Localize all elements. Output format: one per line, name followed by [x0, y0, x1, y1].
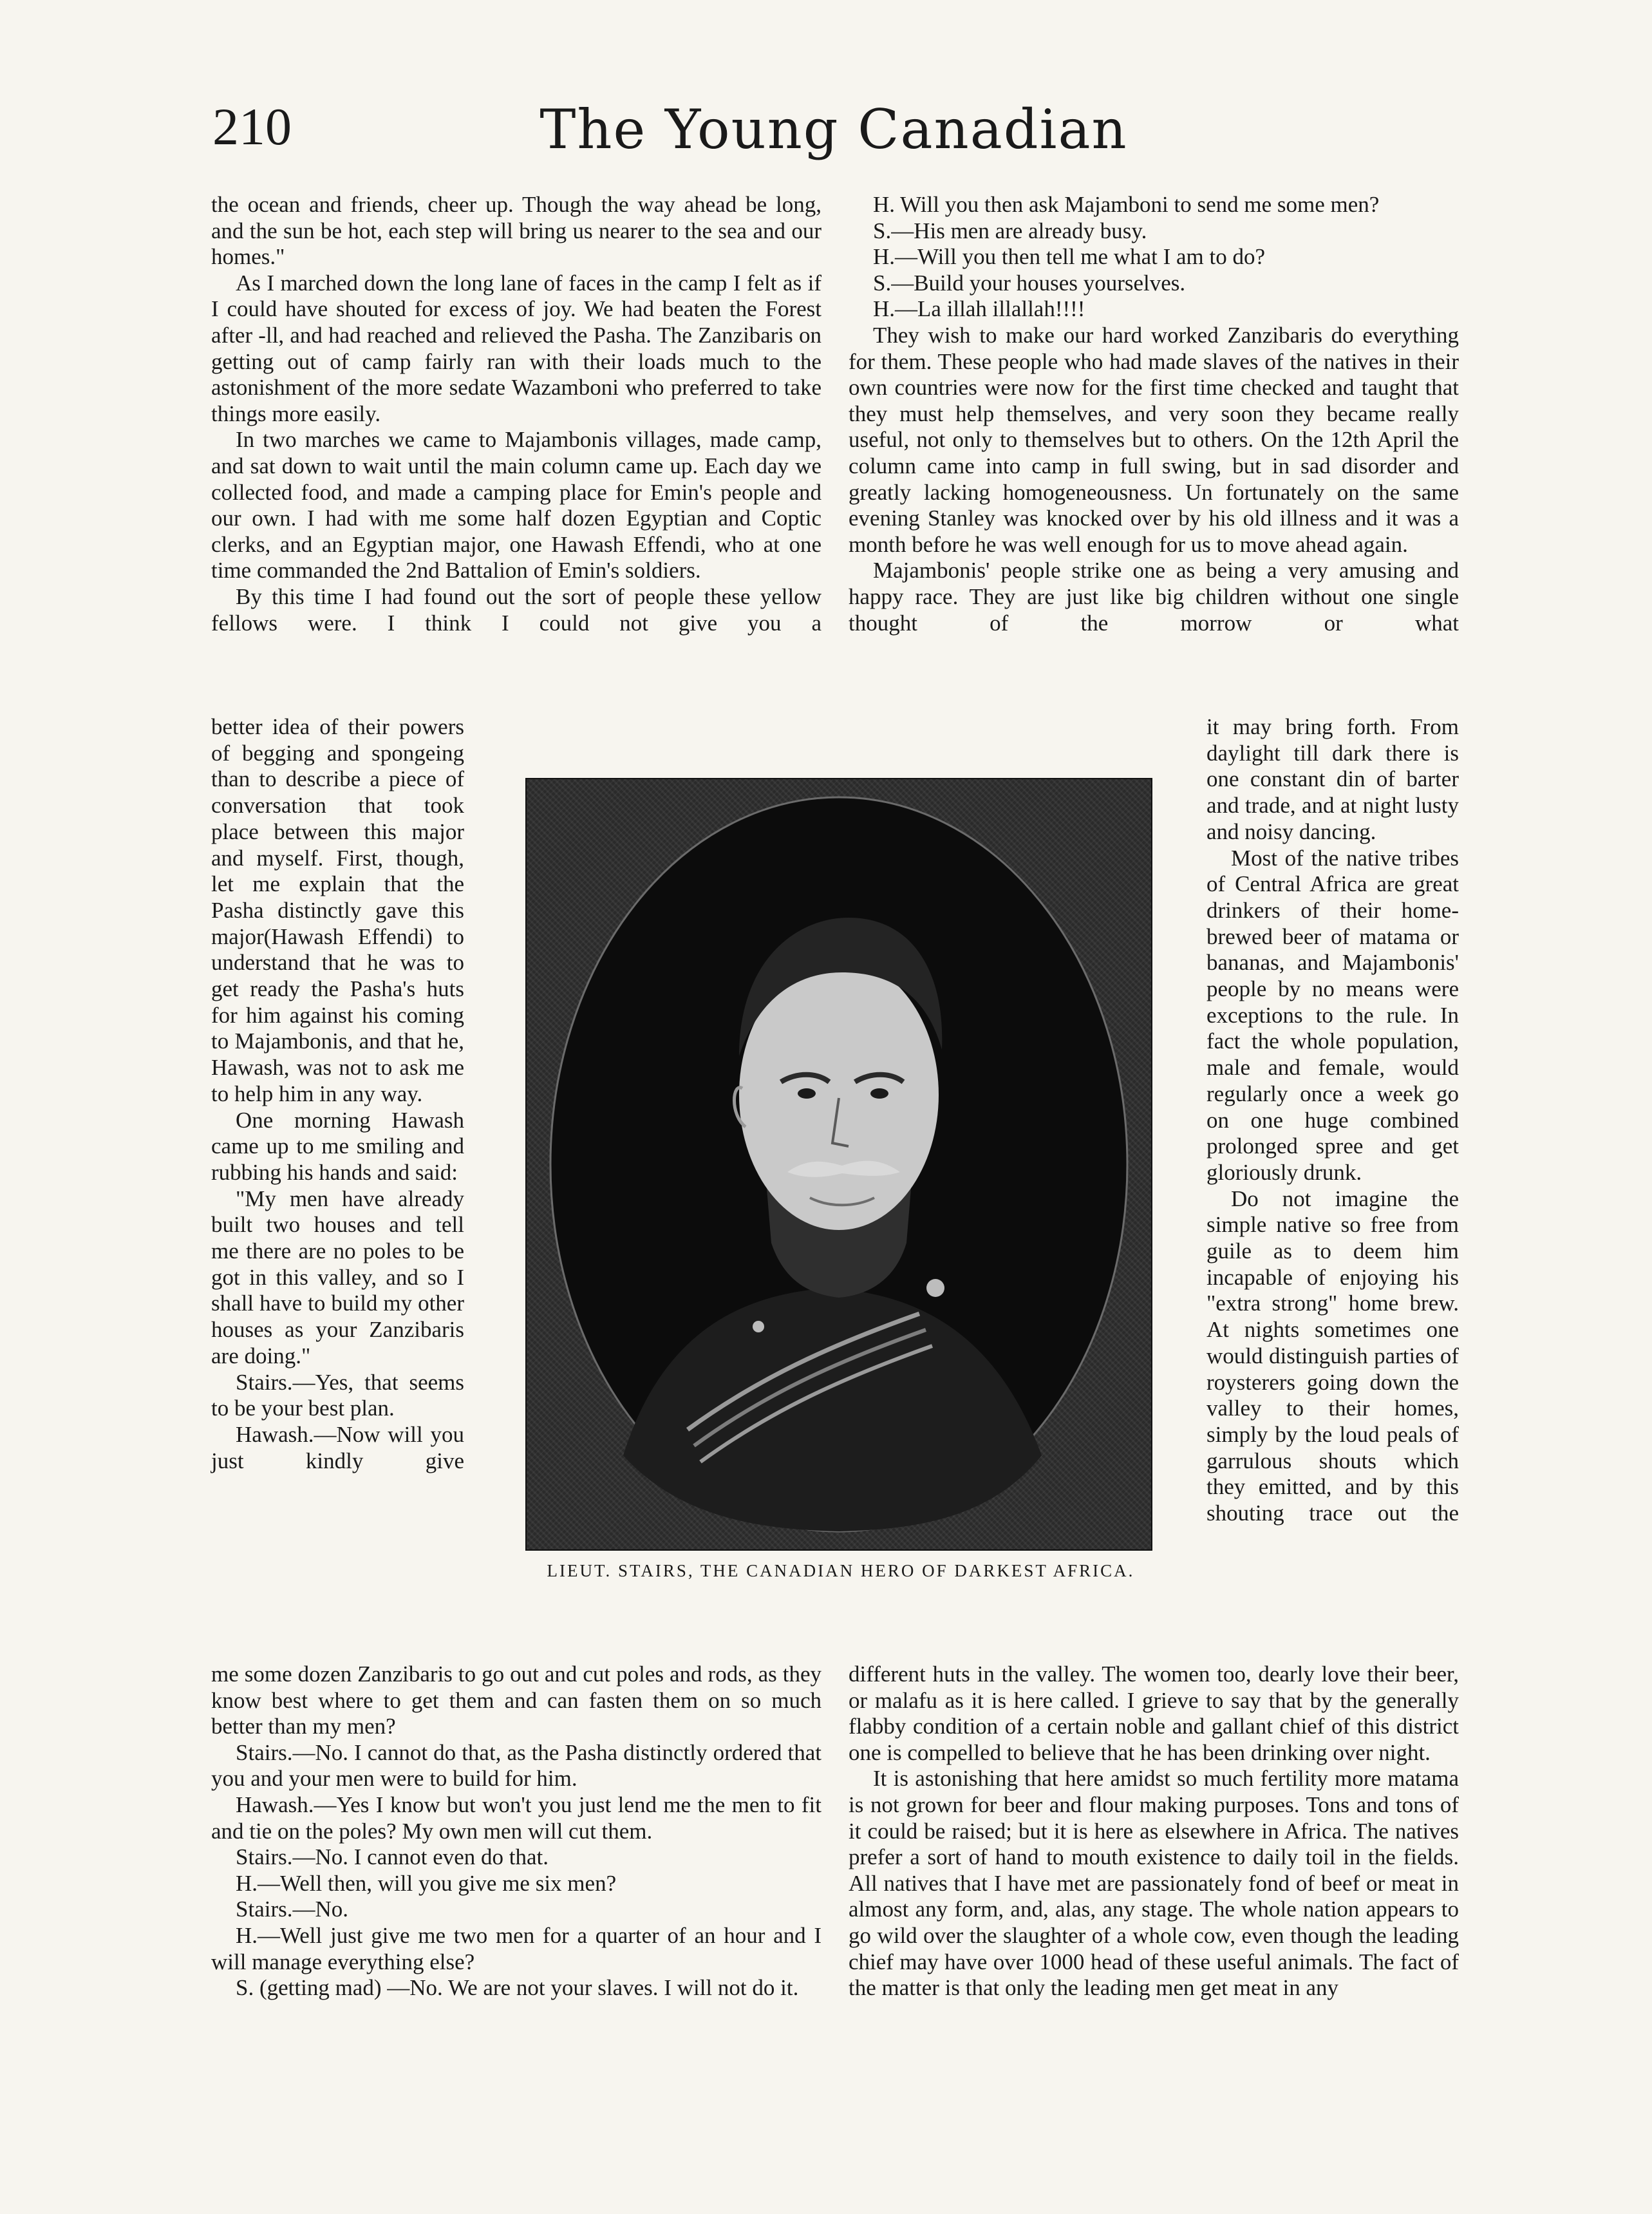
paragraph: different huts in the valley. The women too, dearly love their beer, or malafu as it is here called. I grieve to say that by the generally flabby condition of a certain noble and gallant chief of this district one is compelled to believe that he has been drinking over night.	[849, 1661, 1459, 1765]
paragraph: Stairs.—Yes, that seems to be your best plan.	[211, 1369, 464, 1421]
paragraph: H.—La illah illallah!!!!	[873, 296, 1085, 322]
paragraph: Hawash.—Yes I know but won't you just lend me the men to fit and tie on the poles? My own men will cut them.	[211, 1792, 821, 1844]
figure-caption: LIEUT. STAIRS, THE CANADIAN HERO OF DARKEST AFRICA.	[547, 1561, 1135, 1580]
paragraph: One morning Hawash came up to me smiling and rubbing his hands and said:	[211, 1107, 464, 1185]
paragraph: "My men have already built two houses and tell me there are no poles to be got in this valley, and so I shall have to build my other houses as your Zanzibaris are doing."	[211, 1186, 464, 1368]
paragraph: In two marches we came to Majambonis villages, made camp, and sat down to wait until the main column came up. Each day we collected food, and made a camping place for Emin's people and our own. I had with me some half dozen Egyptian and Coptic clerks, and an Egyptian major, one Hawash Effendi, who at one time commanded the 2nd Battalion of Emin's soldiers.	[211, 427, 821, 583]
portrait-illustration	[525, 778, 1152, 1551]
paragraph: S. (getting mad) —No. We are not your slaves. I will not do it.	[236, 1975, 799, 2001]
paragraph: H.—Will you then tell me what I am to do?	[873, 244, 1266, 270]
left-column-top	[211, 192, 821, 636]
right-column-narrow	[1206, 714, 1459, 1527]
paragraph: S.—Build your houses yourselves.	[873, 270, 1186, 296]
paragraph: H.—Well just give me two men for a quarter of an hour and I will manage everything else?	[211, 1922, 821, 1974]
page-number: 210	[212, 97, 292, 156]
paragraph: Majambonis' people strike one as being a very amusing and happy race. They are just like big children without one single thought of the morrow or what	[849, 558, 1459, 636]
paragraph: Stairs.—No.	[236, 1897, 348, 1922]
paragraph: H.—Well then, will you give me six men?	[236, 1870, 617, 1896]
right-column-top	[849, 192, 1459, 636]
right-column-bottom	[849, 1661, 1459, 2001]
paragraph: better idea of their powers of begging and spongeing than to describe a piece of conversation that took place between this major and myself. First, though, let me explain that the Pasha distinctly gave this major(Hawash Effendi) to understand that he was to get ready the Pasha's huts for him against his coming to Majambonis, and that he, Hawash, was not to ask me to help him in any way.	[211, 714, 464, 1106]
running-title: The Young Canadian	[540, 98, 1128, 161]
paragraph: Stairs.—No. I cannot do that, as the Pasha distinctly ordered that you and your men were to build for him.	[211, 1739, 821, 1792]
paragraph: Hawash.—Now will you just kindly give	[211, 1421, 464, 1473]
paragraph: Do not imagine the simple native so free from guile as to deem him incapable of enjoying his "extra strong" home brew. At nights sometimes one would distinguish parties of roysterers going down the valley to their homes, simply by the loud peals of garrulous shouts which they emitted, and by this shouting trace out the	[1206, 1186, 1459, 1526]
left-column-bottom	[211, 1661, 821, 2001]
left-column-narrow	[211, 714, 464, 1474]
paragraph: Most of the native tribes of Central Africa are great drinkers of their home-brewed beer of matama or bananas, and Majambonis' people by no means were exceptions to the rule. In fact the whole population, male and female, would regularly once a week go on one huge combined prolonged spree and get gloriously drunk.	[1206, 845, 1459, 1185]
portrait-engraving	[527, 779, 1151, 1549]
paragraph: As I marched down the long lane of faces in the camp I felt as if I could have shouted for excess of joy. We had beaten the Forest after -ll, and had reached and relieved the Pasha. The Zanzibaris on getting out of camp fairly ran with their loads much to the astonishment of the more sedate Wazamboni who preferred to take things more easily.	[211, 270, 821, 426]
paragraph: It is astonishing that here amidst so much fertility more matama is not grown for beer and flour making purposes. Tons and tons of it could be raised; but it is here as elsewhere in Africa. The natives prefer a sort of hand to mouth existence to daily toil in the fields. All natives that I have met are passionately fond of beef or meat in almost any form, and, alas, any stage. The whole nation appears to go wild over the slaughter of a whole cow, even though the leading chief may have over 1000 head of these useful animals. The fact of the matter is that only the leading men get meat in any	[849, 1766, 1459, 2001]
paragraph: me some dozen Zanzibaris to go out and cut poles and rods, as they know best where to get them and can fasten them on so much better than my men?	[211, 1661, 821, 1739]
paragraph: H. Will you then ask Majamboni to send me some men?	[873, 192, 1380, 217]
paragraph: By this time I had found out the sort of people these yellow fellows were. I think I could not give you a	[211, 583, 821, 636]
paragraph: They wish to make our hard worked Zanzibaris do everything for them. These people who had made slaves of the natives in their own countries were now for the first time checked and taught that they must help themselves, and very soon they became really useful, not only to themselves but to others. On the 12th April the column came into camp in full swing, but in sad disorder and greatly lacking homogeneousness. Un fortunately on the same evening Stanley was knocked over by his old illness and it was a month before he was well enough for us to move ahead again.	[849, 322, 1459, 557]
paragraph: S.—His men are already busy.	[873, 218, 1147, 243]
paragraph: Stairs.—No. I cannot even do that.	[236, 1844, 549, 1870]
paragraph: it may bring forth. From daylight till dark there is one constant din of barter and trade, and at night lusty and noisy dancing.	[1206, 714, 1459, 844]
page-header	[193, 90, 1474, 161]
paragraph: the ocean and friends, cheer up. Though the way ahead be long, and the sun be hot, each step will bring us nearer to the sea and our homes."	[211, 192, 821, 270]
